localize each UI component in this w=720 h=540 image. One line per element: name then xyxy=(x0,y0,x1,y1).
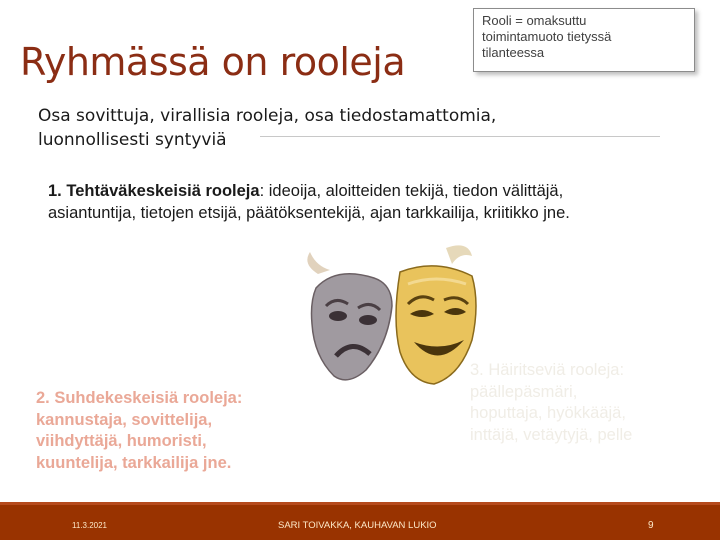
footer-date: 11.3.2021 xyxy=(72,521,107,530)
task-roles-heading: 1. Tehtäväkeskeisiä rooleja xyxy=(48,182,260,200)
task-roles-text-line2: asiantuntija, tietojen etsijä, päätöksentekijä, ajan tarkkailija, kriitikko jne. xyxy=(48,204,570,222)
disruptive-roles-line: inttäjä, vetäytyjä, pelle xyxy=(470,425,633,444)
relationship-roles-line: viihdyttäjä, humoristi, xyxy=(36,432,207,450)
intro-line: luonnollisesti syntyviä xyxy=(38,130,227,150)
slide-title: Ryhmässä on rooleja xyxy=(20,40,406,84)
definition-note-box xyxy=(473,8,695,72)
page-number: 9 xyxy=(648,520,654,531)
footer xyxy=(0,505,720,540)
note-line: tilanteessa xyxy=(482,45,545,60)
task-roles-text: : ideoija, aloitteiden tekijä, tiedon välittäjä, xyxy=(259,182,564,200)
theater-masks-icon xyxy=(296,244,492,394)
relationship-roles-line: kuuntelija, tarkkailija jne. xyxy=(36,453,232,472)
intro-line: Osa sovittuja, virallisia rooleja, osa tiedostamattomia, xyxy=(38,106,497,126)
disruptive-roles-line: päällepäsmäri, xyxy=(470,382,578,401)
disruptive-roles-line: 3. Häiritseviä rooleja: xyxy=(470,361,625,379)
relationship-roles-line: 2. Suhdekeskeisiä rooleja: xyxy=(36,389,243,407)
note-line: Rooli = omaksuttu xyxy=(482,13,587,28)
disruptive-roles-line: hoputtaja, hyökkääjä, xyxy=(470,404,626,422)
disruptive-roles-paragraph xyxy=(470,360,710,446)
task-roles-paragraph xyxy=(48,180,708,224)
intro-text xyxy=(38,104,678,152)
relationship-roles-line: kannustaja, sovittelija, xyxy=(36,410,213,429)
footer-author: SARI TOIVAKKA, KAUHAVAN LUKIO xyxy=(278,520,437,531)
relationship-roles-paragraph xyxy=(36,388,316,474)
note-line: toimintamuoto tietyssä xyxy=(482,29,612,44)
